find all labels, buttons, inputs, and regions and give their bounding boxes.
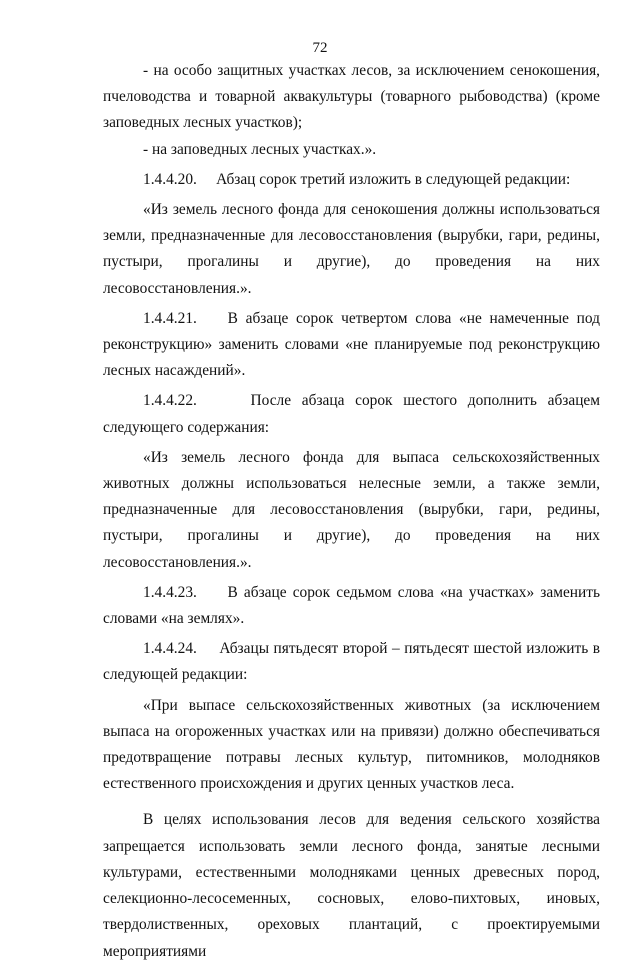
paragraph: 1.4.4.20. Абзац сорок третий изложить в следующей редакции: bbox=[143, 170, 571, 188]
paragraph: В целях использования лесов для ведения сельского хозяйства запрещается использовать земли лесного фонда, занятые лесными культурами, естественными молодняками ценных древесных пород, селекционно-лесосеменных, сосновых, елово-пихтовых, иновых, твердолиственных, ореховых плантаций, с проектируемыми мероприятиями bbox=[103, 811, 600, 960]
paragraph: 1.4.4.21. В абзаце сорок четвертом слова «не намеченные под реконструкцию» заменить словами «не планируемые под реконструкцию лесных насаждений». bbox=[103, 309, 600, 380]
paragraph: «Из земель лесного фонда для выпаса сельскохозяйственных животных должны использоваться нелесные земли, а также земли, предназначенные для лесовосстановления (вырубки, гари, редины, пустыри, прогалины и другие), до проведения на них лесовосстановления.». bbox=[103, 448, 600, 571]
paragraph: 1.4.4.22. После абзаца сорок шестого дополнить абзацем следующего содержания: bbox=[103, 392, 600, 436]
paragraph: - на особо защитных участках лесов, за исключением сенокошения, пчеловодства и товарной аквакультуры (товарного рыбоводства) (кроме заповедных лесных участков); bbox=[103, 62, 600, 132]
paragraph: «При выпасе сельскохозяйственных животных (за исключением выпаса на огороженных участках или на привязи) должно обеспечиваться предотвращение потравы лесных культур, питомников, молодняков естественного происхождения и других ценных участков леса. bbox=[103, 696, 600, 793]
paragraph: 1.4.4.23. В абзаце сорок седьмом слова «на участках» заменить словами «на землях». bbox=[103, 583, 600, 628]
paragraph: - на заповедных лесных участках.». bbox=[143, 140, 377, 158]
paragraph: «Из земель лесного фонда для сенокошения должны использоваться земли, предназначенные для лесовосстановления (вырубки, гари, редины, пустыри, прогалины и другие), до проведения на них лесовосстановления.». bbox=[103, 201, 600, 297]
paragraph: 1.4.4.24. Абзацы пятьдесят второй – пятьдесят шестой изложить в следующей редакции: bbox=[103, 640, 600, 684]
body-text bbox=[103, 58, 600, 965]
page-number: 72 bbox=[312, 40, 328, 56]
